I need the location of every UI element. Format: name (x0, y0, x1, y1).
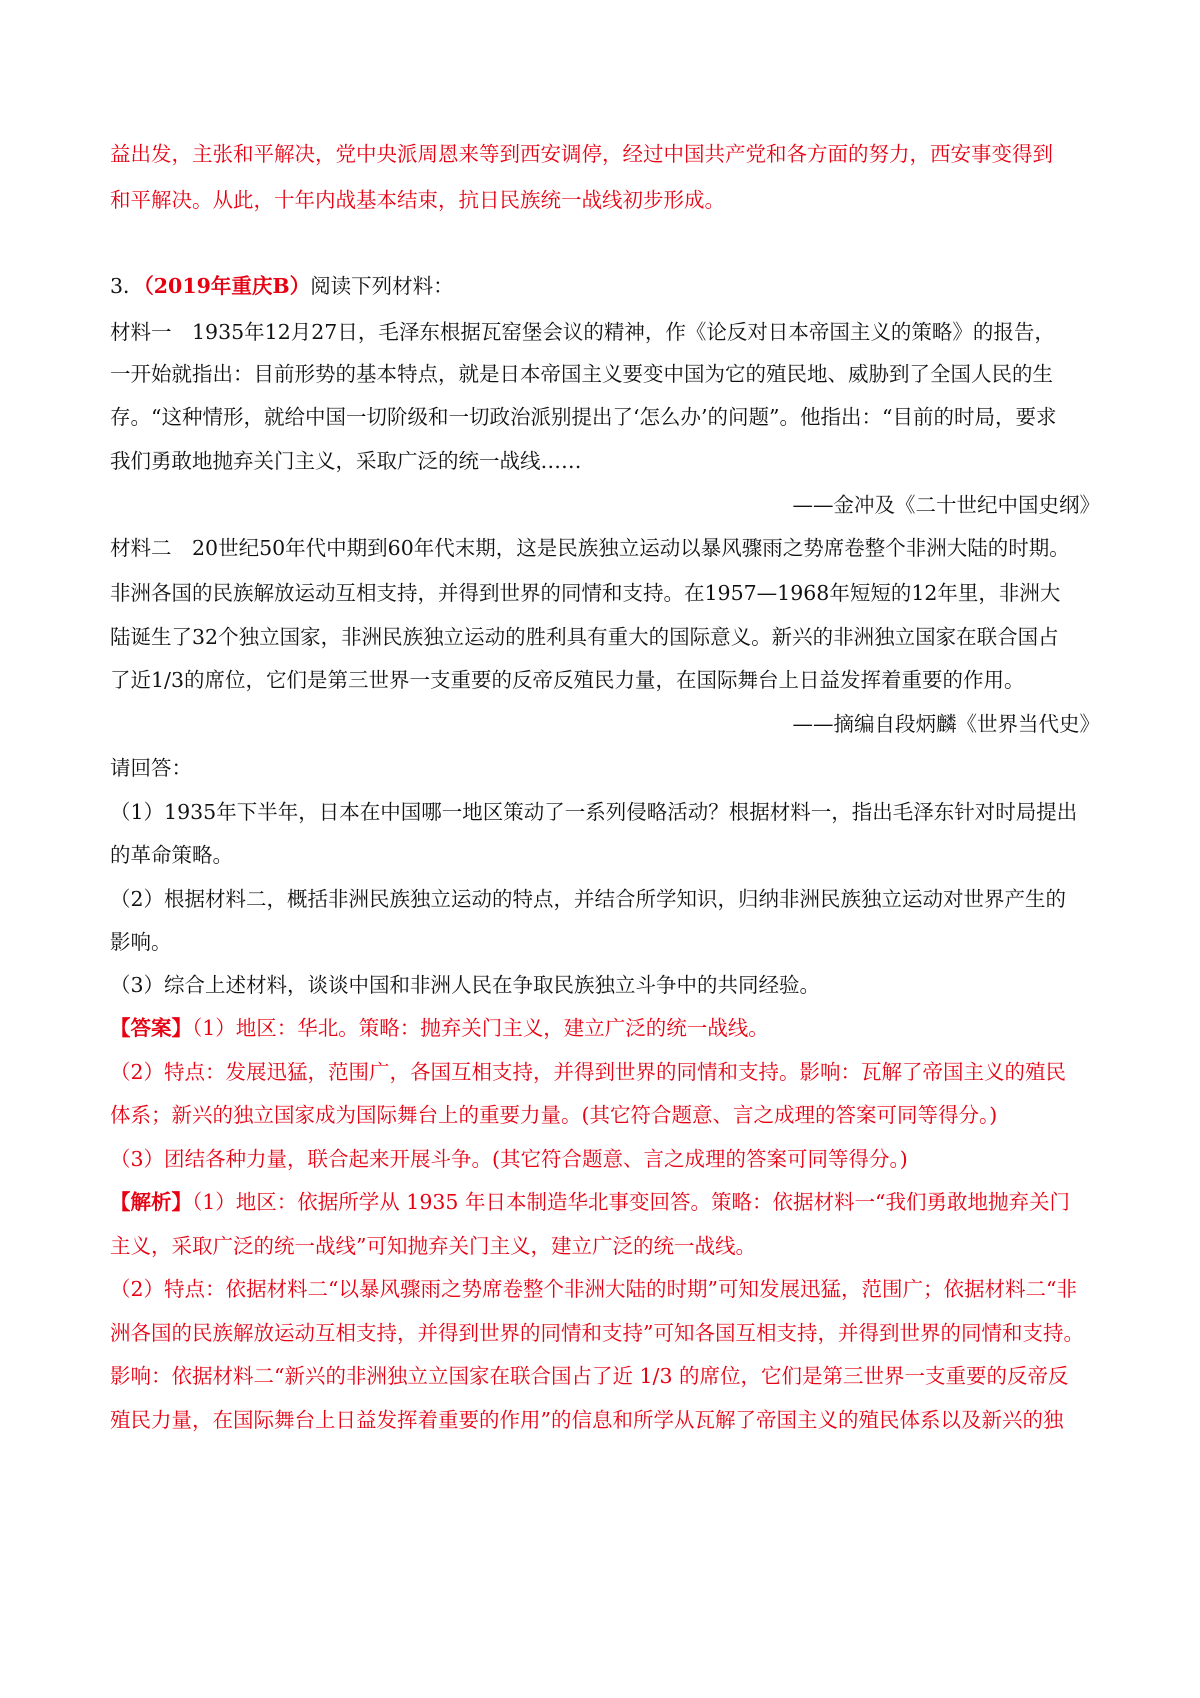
material1-citation: ——金冲及《二十世纪中国史纲》 (792, 493, 1100, 517)
intro-line: 益出发，主张和平解决，党中央派周恩来等到西安调停，经过中国共产党和各方面的努力，西安事变得到 (110, 142, 1053, 166)
analysis-line (110, 1184, 1100, 1220)
sub-question-line: 的革命策略。 (110, 843, 233, 867)
material2-citation: ——摘编自段炳麟《世界当代史》 (792, 712, 1100, 736)
analysis-line: 主义，采取广泛的统一战线”可知抛弃关门主义，建立广泛的统一战线。 (110, 1234, 756, 1258)
material1-line: 存。“这种情形，就给中国一切阶级和一切政治派别提出了‘怎么办’的问题”。他指出：“目前的时局，要求 (110, 405, 1057, 429)
question-prompt: 阅读下列材料： (310, 274, 454, 298)
sub-question-line: （2）根据材料二，概括非洲民族独立运动的特点，并结合所学知识，归纳非洲民族独立运动对世界产生的 (110, 887, 1067, 911)
question-header (110, 268, 1100, 304)
analysis-text: （1）地区：依据所学从 1935 年日本制造华北事变回答。策略：依据材料一“我们勇敢地抛弃关门 (192, 1190, 1070, 1214)
analysis-line: （2）特点：依据材料二“以暴风骤雨之势席卷整个非洲大陆的时期”可知发展迅猛，范围广；依据材料二“非 (110, 1277, 1077, 1301)
answer-line: （3）团结各种力量，联合起来开展斗争。(其它符合题意、言之成理的答案可同等得分。) (110, 1147, 908, 1171)
answer-line (110, 1010, 1100, 1046)
answer-line: （2）特点：发展迅猛，范围广，各国互相支持，并得到世界的同情和支持。影响：瓦解了帝国主义的殖民 (110, 1060, 1067, 1084)
material2-line: 了近1/3的席位，它们是第三世界一支重要的反帝反殖民力量，在国际舞台上日益发挥着重要的作用。 (110, 668, 1025, 692)
answer-text: （1）地区：华北。策略：抛弃关门主义，建立广泛的统一战线。 (192, 1016, 769, 1040)
analysis-line: 殖民力量，在国际舞台上日益发挥着重要的作用”的信息和所学从瓦解了帝国主义的殖民体系以及新兴的独 (110, 1408, 1064, 1432)
answer-line: 体系；新兴的独立国家成为国际舞台上的重要力量。(其它符合题意、言之成理的答案可同等得分。) (110, 1103, 998, 1127)
analysis-line: 洲各国的民族解放运动互相支持，并得到世界的同情和支持”可知各国互相支持，并得到世界的同情和支持。 (110, 1321, 1084, 1345)
question-source: （2019年重庆B） (143, 274, 311, 298)
answer-label: 【答案】 (110, 1016, 192, 1040)
intro-line: 和平解决。从此，十年内战基本结束，抗日民族统一战线初步形成。 (110, 188, 725, 212)
sub-question-line: （1）1935年下半年，日本在中国哪一地区策动了一系列侵略活动？根据材料一，指出毛泽东针对时局提出 (110, 800, 1078, 824)
analysis-label: 【解析】 (110, 1190, 192, 1214)
material1-line: 材料一 1935年12月27日，毛泽东根据瓦窑堡会议的精神，作《论反对日本帝国主义的策略》的报告， (110, 320, 1055, 344)
material2-line: 陆诞生了32个独立国家，非洲民族独立运动的胜利具有重大的国际意义。新兴的非洲独立国家在联合国占 (110, 625, 1059, 649)
material1-line: 我们勇敢地抛弃关门主义，采取广泛的统一战线…… (110, 449, 582, 473)
sub-question-line: （3）综合上述材料，谈谈中国和非洲人民在争取民族独立斗争中的共同经验。 (110, 973, 821, 997)
material2-line: 材料二 20世纪50年代中期到60年代末期，这是民族独立运动以暴风骤雨之势席卷整个非洲大陆的时期。 (110, 536, 1070, 560)
sub-question-line: 影响。 (110, 930, 172, 954)
analysis-line: 影响：依据材料二“新兴的非洲独立立国家在联合国占了近 1/3 的席位，它们是第三世界一支重要的反帝反 (110, 1364, 1069, 1388)
material2-line: 非洲各国的民族解放运动互相支持，并得到世界的同情和支持。在1957—1968年短短的12年里，非洲大 (110, 581, 1061, 605)
material1-line: 一开始就指出：目前形势的基本特点，就是日本帝国主义要变中国为它的殖民地、威胁到了全国人民的生 (110, 362, 1053, 386)
ask-label: 请回答： (110, 756, 192, 780)
question-number: 3． (110, 274, 144, 298)
